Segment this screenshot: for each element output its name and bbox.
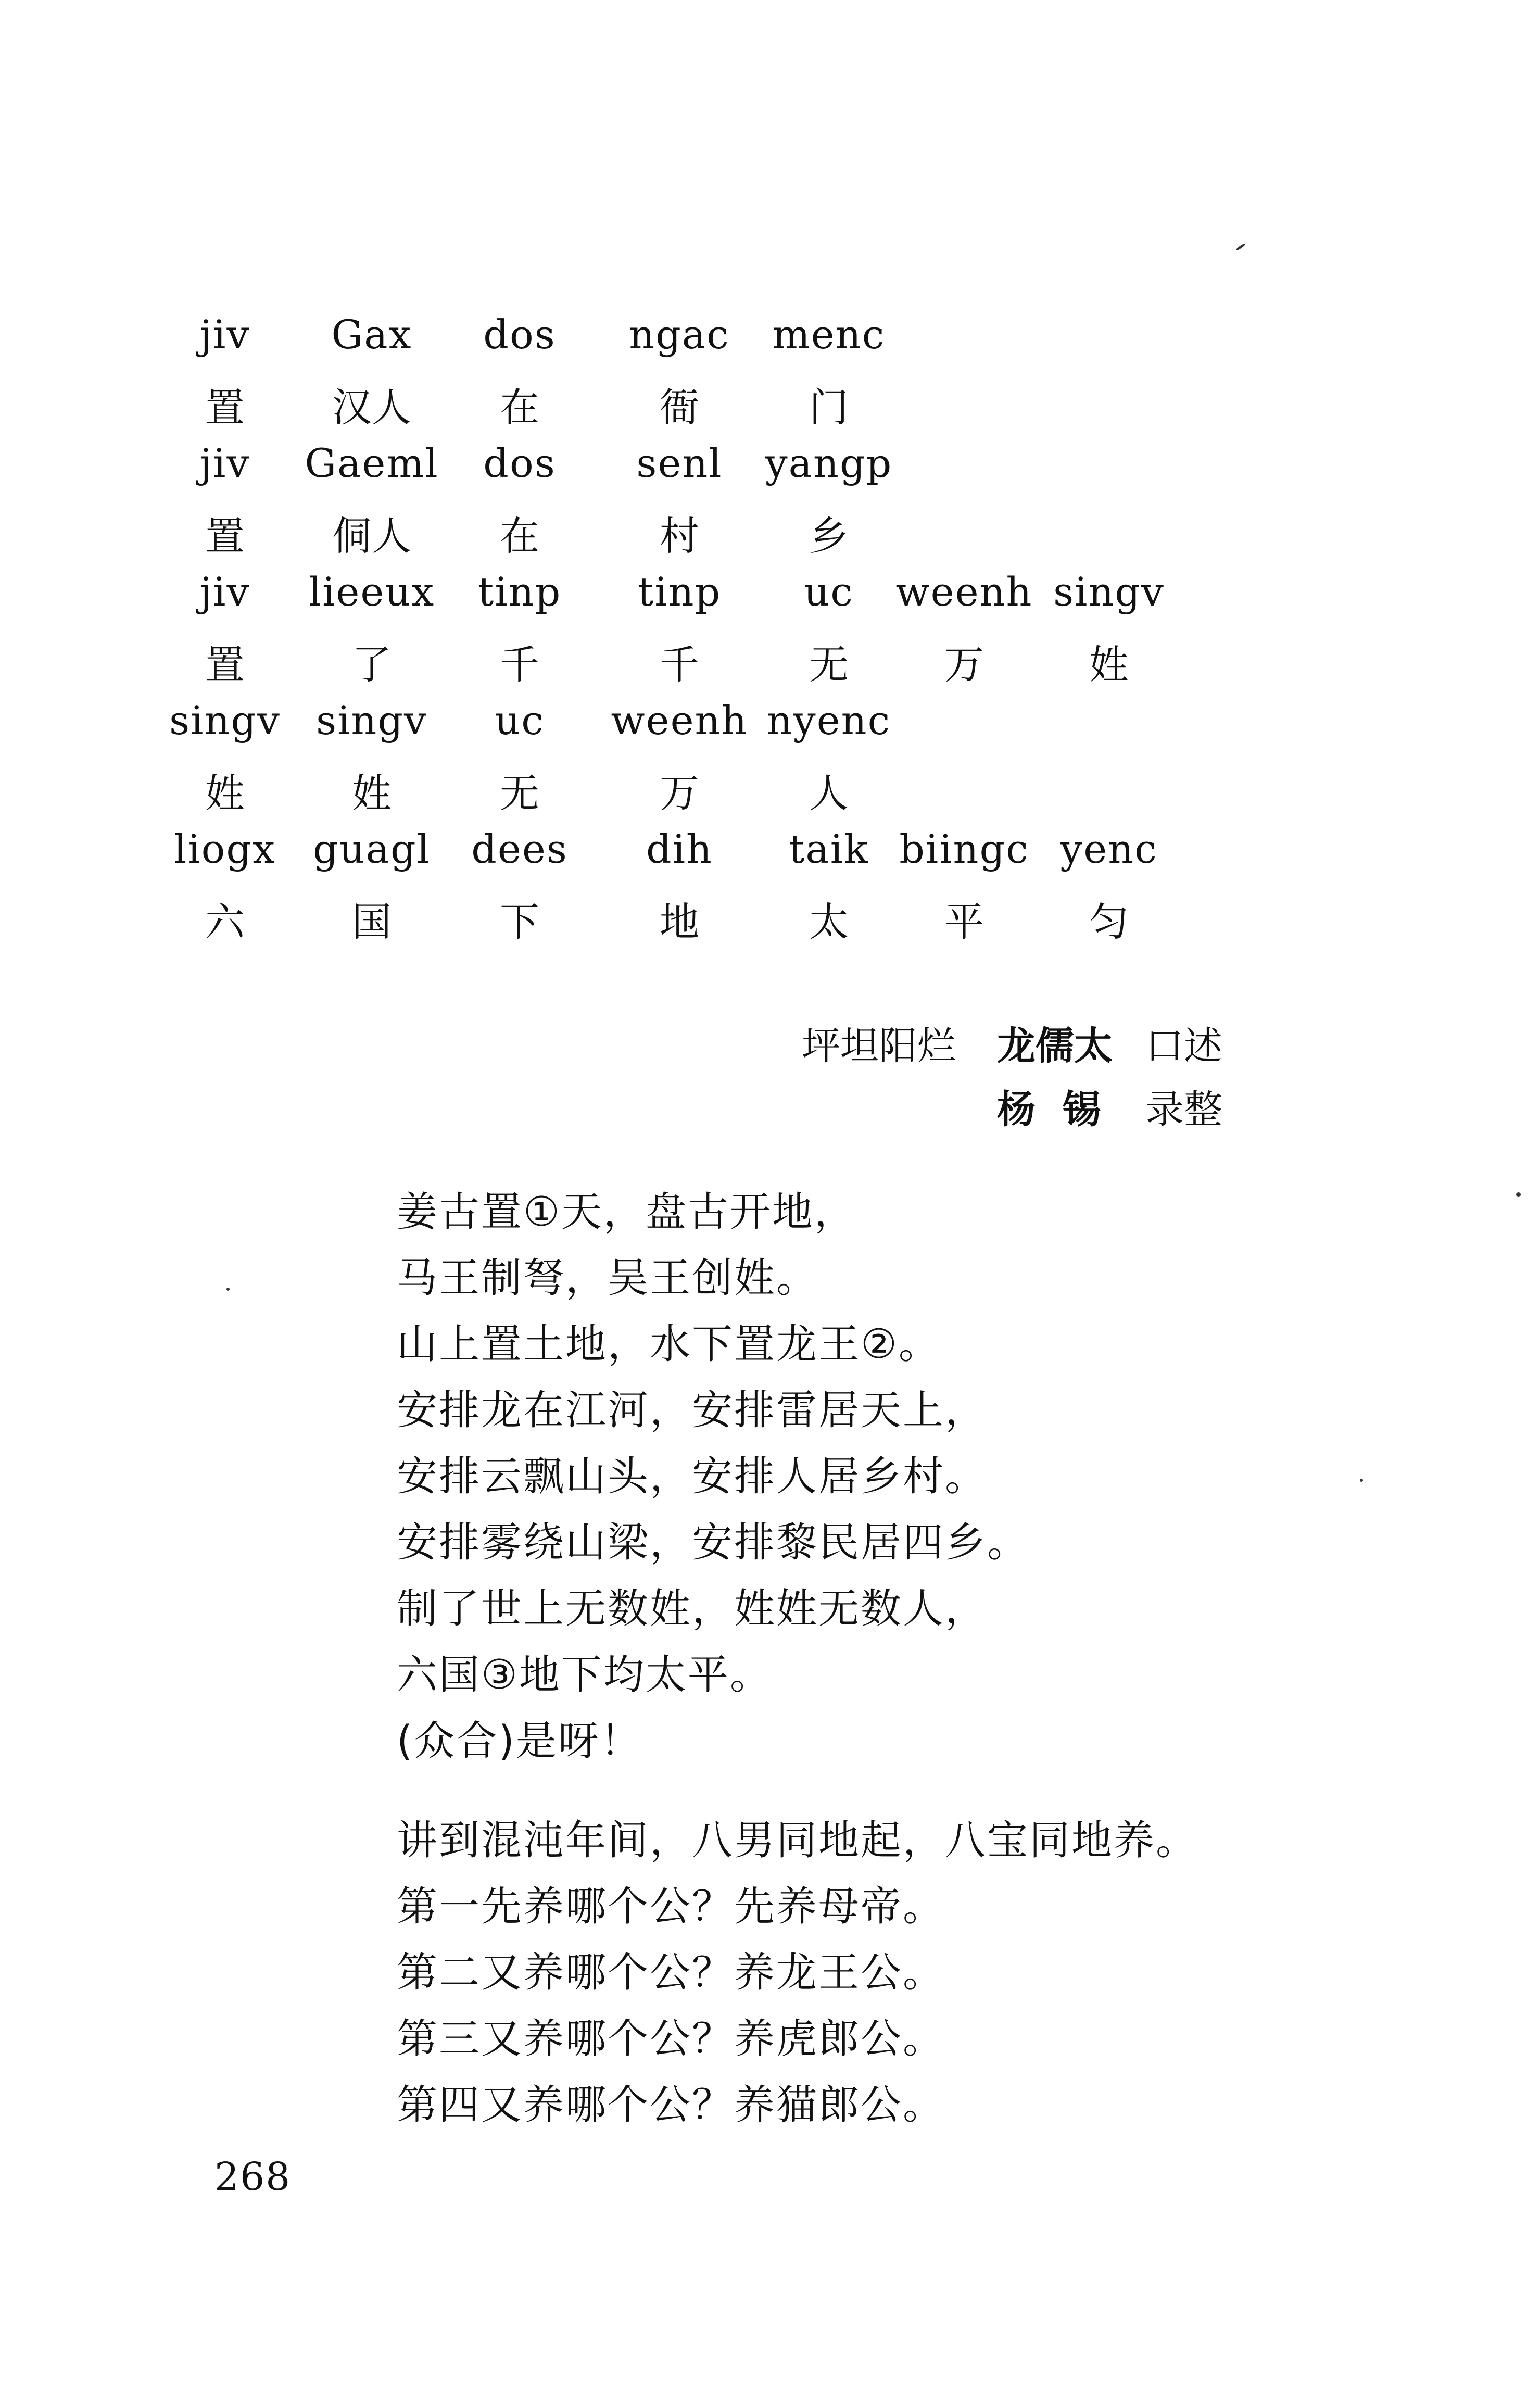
- gloss-word-han: 衙: [660, 384, 699, 431]
- gloss-word-han: 地: [660, 898, 699, 945]
- gloss-word-dong: liogx: [174, 826, 276, 872]
- gloss-word-han: 太: [809, 898, 849, 945]
- gloss-word-dong: uc: [495, 697, 545, 744]
- verse-line: 姜古置①天，盘古开地，: [397, 1189, 856, 1236]
- gloss-word-dong: guagl: [313, 826, 431, 872]
- gloss-word-dong: weenh: [611, 697, 748, 744]
- gloss-word-han: 平: [944, 898, 984, 945]
- page-number: 268: [214, 2155, 292, 2199]
- gloss-word-han: 门: [809, 384, 849, 431]
- gloss-word-han: 匀: [1089, 898, 1129, 945]
- scan-speck: [1360, 1479, 1363, 1482]
- gloss-word-han: 千: [500, 641, 539, 688]
- gloss-word-han: 在: [500, 512, 539, 559]
- gloss-word-han: 姓: [205, 770, 245, 816]
- gloss-word-han: 姓: [352, 770, 392, 816]
- scan-speck: [226, 1288, 230, 1291]
- gloss-word-han: 置: [205, 512, 245, 559]
- gloss-word-dong: menc: [772, 311, 886, 358]
- gloss-word-dong: yangp: [765, 440, 893, 486]
- gloss-row-dong: [0, 440, 1540, 508]
- gloss-word-han: 无: [809, 641, 849, 688]
- gloss-word-dong: lieeux: [308, 569, 435, 615]
- gloss-word-dong: senl: [636, 440, 723, 486]
- gloss-word-han: 无: [500, 770, 539, 816]
- gloss-row-han: [0, 890, 1540, 958]
- gloss-row-dong: [0, 826, 1540, 893]
- gloss-word-dong: nyenc: [766, 697, 891, 744]
- verse-line: (众合)是呀！: [397, 1718, 642, 1765]
- gloss-word-han: 下: [500, 898, 539, 945]
- gloss-word-dong: dos: [483, 440, 556, 486]
- gloss-word-dong: weenh: [895, 569, 1033, 615]
- gloss-word-dong: tinp: [637, 569, 722, 615]
- gloss-word-han: 在: [500, 384, 539, 431]
- gloss-word-han: 汉人: [332, 384, 411, 431]
- verse-line: 第一先养哪个公？先养母帝。: [397, 1883, 945, 1930]
- verse-line: 山上置土地，水下置龙王②。: [397, 1321, 941, 1368]
- gloss-word-han: 国: [352, 898, 392, 945]
- gloss-word-dong: tinp: [477, 569, 562, 615]
- verse-line: 安排龙在江河，安排雷居天上，: [397, 1387, 988, 1434]
- verse-line: 六国③地下均太平。: [397, 1652, 772, 1698]
- verse-line: 讲到混沌年间，八男同地起，八宝同地养。: [397, 1817, 1198, 1864]
- gloss-word-dong: taik: [788, 826, 869, 872]
- gloss-word-han: 千: [660, 641, 699, 688]
- gloss-word-dong: uc: [804, 569, 854, 615]
- verse-line: 第三又养哪个公？养虎郎公。: [397, 2015, 945, 2062]
- gloss-word-han: 万: [944, 641, 984, 688]
- attribution-narrated-label: 口述: [1145, 1024, 1222, 1068]
- verse-line: 第二又养哪个公？养龙王公。: [397, 1949, 945, 1996]
- gloss-word-han: 姓: [1089, 641, 1129, 688]
- gloss-row-dong: [0, 311, 1540, 379]
- gloss-word-dong: dees: [471, 826, 568, 872]
- verse-line: 制了世上无数姓，姓姓无数人，: [397, 1585, 988, 1632]
- gloss-row-han: [0, 762, 1540, 829]
- gloss-word-dong: biingc: [899, 826, 1029, 872]
- gloss-word-dong: singv: [316, 697, 427, 744]
- gloss-word-han: 侗人: [332, 512, 411, 559]
- gloss-word-han: 人: [809, 770, 849, 816]
- gloss-word-han: 了: [352, 641, 392, 688]
- gloss-row-dong: [0, 697, 1540, 765]
- attribution-place: 坪坦阳烂: [802, 1024, 956, 1068]
- verse-line: 马王制弩，吴王创姓。: [397, 1255, 819, 1302]
- gloss-word-han: 乡: [809, 512, 849, 559]
- verse-line: 安排雾绕山梁，安排黎民居四乡。: [397, 1519, 1030, 1566]
- verse-line: 安排云飘山头，安排人居乡村。: [397, 1453, 988, 1500]
- verse-line: 第四又养哪个公？养猫郎公。: [397, 2082, 945, 2128]
- gloss-word-dong: Gax: [331, 311, 412, 358]
- gloss-word-dong: jiv: [199, 569, 250, 615]
- gloss-row-dong: [0, 569, 1540, 636]
- gloss-row-han: [0, 505, 1540, 572]
- gloss-row-han: [0, 633, 1540, 701]
- gloss-word-dong: ngac: [629, 311, 730, 358]
- gloss-word-dong: dos: [483, 311, 556, 358]
- gloss-word-dong: singv: [1053, 569, 1165, 615]
- scan-speck: [1235, 243, 1246, 251]
- gloss-word-han: 村: [660, 512, 699, 559]
- gloss-word-dong: Gaeml: [305, 440, 439, 486]
- gloss-word-han: 万: [660, 770, 699, 816]
- gloss-word-dong: jiv: [199, 311, 250, 358]
- gloss-row-han: [0, 376, 1540, 444]
- gloss-word-dong: jiv: [199, 440, 250, 486]
- scan-speck: [1516, 1192, 1521, 1197]
- attribution-recorder: 杨 锡: [997, 1087, 1101, 1132]
- gloss-word-dong: dih: [646, 826, 713, 872]
- attribution-recorded-label: 录整: [1145, 1087, 1222, 1132]
- gloss-word-dong: yenc: [1060, 826, 1158, 872]
- gloss-word-han: 置: [205, 641, 245, 688]
- gloss-word-han: 置: [205, 384, 245, 431]
- gloss-word-han: 六: [205, 898, 245, 945]
- attribution-narrator: 龙儒太: [997, 1024, 1113, 1068]
- gloss-word-dong: singv: [169, 697, 281, 744]
